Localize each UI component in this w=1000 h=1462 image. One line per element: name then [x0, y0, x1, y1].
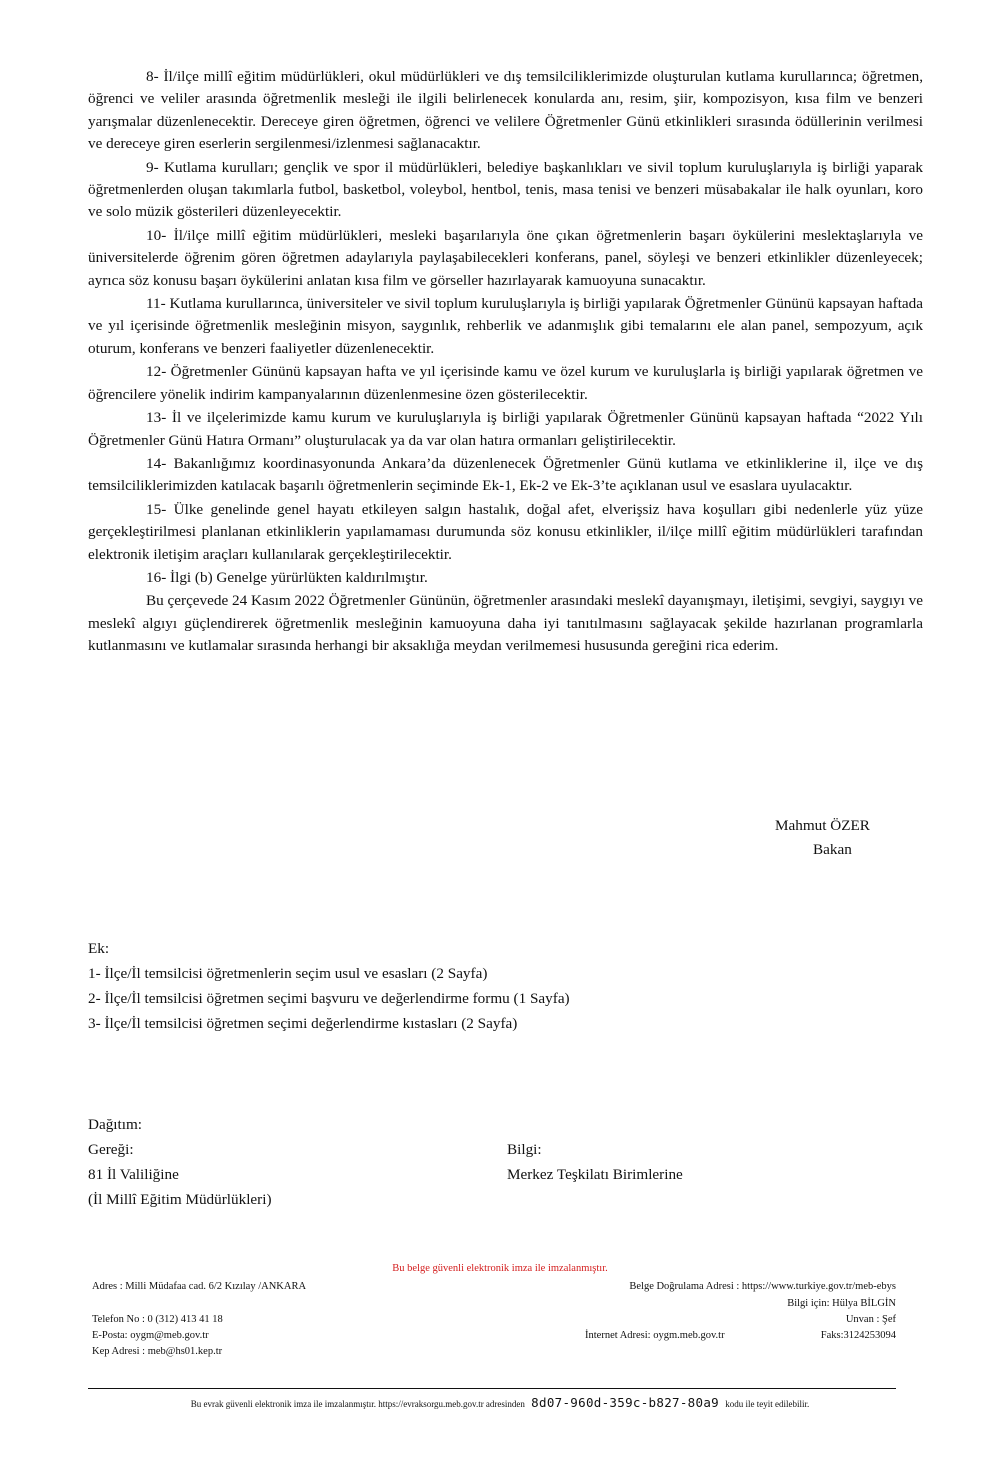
footer-phone: Telefon No : 0 (312) 413 41 18 [92, 1314, 223, 1325]
footer-divider [88, 1388, 896, 1389]
paragraph-11: 11- Kutlama kurullarınca, üniversiteler ve sivil toplum kuruluşlarıyla iş birliği yapılarak Öğretmenler Gününü kapsayan haftada ve yıl içerisinde öğretmenlik mesleğinin misyon, saygınlık, rehberlik ve adanmışlık gibi temalarını ele alan panel, sempozyum, açık oturum, konferans ve benzeri faaliyetler düzenlenecektir. [88, 295, 923, 357]
attachment-item: 1- İlçe/İl temsilcisi öğretmenlerin seçim usul ve esasları (2 Sayfa) [88, 965, 488, 982]
info-heading: Bilgi: [507, 1141, 542, 1158]
verification-line [0, 1395, 1000, 1410]
paragraph-9: 9- Kutlama kurulları; gençlik ve spor il müdürlükleri, belediye başkanlıkları ve sivil toplum kuruluşlarıyla iş birliği yaparak öğretmenlerden oluşan takımlarla futbol, basketbol, voleybol, hentbol, tenis, masa tenisi ve benzeri müsabakalar ile halk oyunları, koro ve solo müzik gösterileri düzenleyecektir. [88, 158, 923, 221]
action-recipient: 81 İl Valiliğine [88, 1166, 179, 1183]
action-heading: Gereği: [88, 1141, 134, 1158]
closing-paragraph: Bu çerçevede 24 Kasım 2022 Öğretmenler Gününün, öğretmenler arasındaki meslekî dayanışmayı, iletişimi, sevgiyi, saygıyı ve meslekî algıyı güçlendirerek öğretmenlik mesleğinin kamuoyuna daha iyi tanıtılmasını sağlayacak şekilde hazırlanan programlarla kutlanmasını ve kutlamalar sırasında herhangi bir aksaklığa meydan verilmemesi hususunda gereğini rica ederim. [88, 592, 923, 655]
paragraph-14: 14- Bakanlığımız koordinasyonunda Ankara’da düzenlenecek Öğretmenler Günü kutlama ve etkinliklerine il, ilçe ve dış temsilciliklerimizden katılacak başarılı öğretmenlerin seçiminde Ek-1, Ek-2 ve Ek-3’te açıklanan usul ve esaslara uyulacaktır. [88, 454, 923, 495]
info-recipient: Merkez Teşkilatı Birimlerine [507, 1166, 683, 1183]
distribution-heading: Dağıtım: [88, 1116, 142, 1133]
verification-suffix: kodu ile teyit edilebilir. [725, 1399, 810, 1409]
signatory-name: Mahmut ÖZER [775, 817, 870, 834]
footer-info-contact: Bilgi için: Hülya BİLGİN [787, 1298, 896, 1309]
footer-internet: İnternet Adresi: oygm.meb.gov.tr [585, 1330, 725, 1341]
action-recipient: (İl Millî Eğitim Müdürlükleri) [88, 1191, 272, 1208]
attachments-heading: Ek: [88, 940, 110, 957]
footer-verify-address: Belge Doğrulama Adresi : https://www.turkiye.gov.tr/meb-ebys [629, 1281, 896, 1292]
paragraph-16: 16- İlgi (b) Genelge yürürlükten kaldırılmıştır. [146, 568, 428, 586]
footer-kep: Kep Adresi : meb@hs01.kep.tr [92, 1346, 223, 1357]
esign-notice: Bu belge güvenli elektronik imza ile imzalanmıştır. [392, 1263, 608, 1274]
attachment-item: 2- İlçe/İl temsilcisi öğretmen seçimi başvuru ve değerlendirme formu (1 Sayfa) [88, 990, 570, 1007]
paragraph-10: 10- İl/ilçe millî eğitim müdürlükleri, mesleki başarılarıyla öne çıkan öğretmenlerin başarı öykülerini meslektaşlarıyla ve üniversitelerde öğrenim gören öğretmen adaylarıyla paylaşabilecekleri konferans, panel, söyleşi ve benzeri etkinlikler düzenleyecek; ayrıca söz konusu başarı öykülerini anlatan kısa film ve görseller hazırlayarak kamuoyuna sunacaktır. [88, 226, 923, 289]
letter-body [88, 66, 923, 659]
paragraph-12: 12- Öğretmenler Gününü kapsayan hafta ve yıl içerisinde kamu ve özel kurum ve kuruluşlarla iş birliği yapılarak öğretmen ve öğrencilere yönelik indirim kampanyalarının düzenlenmesine özen gösterilecektir. [88, 363, 923, 403]
distribution-info [507, 1137, 683, 1187]
verification-prefix: Bu evrak güvenli elektronik imza ile imzalanmıştır. https://evraksorgu.meb.gov.tr adresinden [190, 1399, 525, 1409]
verification-code: 8d07-960d-359c-b827-80a9 [531, 1395, 719, 1410]
attachments-list [88, 936, 570, 1036]
footer-address: Adres : Milli Müdafaa cad. 6/2 Kızılay /ANKARA [92, 1281, 307, 1292]
paragraph-15: 15- Ülke genelinde genel hayatı etkileyen salgın hastalık, doğal afet, elverişsiz hava koşulları gibi nedenlerle yüz yüze gerçekleştirilmesi planlanan etkinliklerin yapılamaması durumunda söz konusu etkinlikler, il/ilçe millî eğitim müdürlükleri tarafından elektronik iletişim araçları kullanılarak gerçekleştirilecektir. [88, 500, 923, 563]
distribution-action [88, 1112, 272, 1212]
footer-position: Unvan : Şef [845, 1314, 896, 1325]
footer-fax: Faks:3124253094 [820, 1330, 896, 1341]
footer-email: E-Posta: oygm@meb.gov.tr [92, 1330, 209, 1341]
paragraph-8: 8- İl/ilçe millî eğitim müdürlükleri, okul müdürlükleri ve dış temsilciliklerimizde oluşturulan kutlama kurullarınca; öğretmen, öğrenci ve veliler arasında öğretmenlik mesleği ile ilgili belirlenecek konularda anı, resim, şiir, kompozisyon, kısa film ve benzeri yarışmalar düzenlenecektir. Dereceye giren öğretmen, öğrenci ve velilere Öğretmenler Günü etkinlikleri sırasında ödüllerinin verilmesi ve dereceye giren eserlerin sergilenmesi/izlenmesi sağlanacaktır. [88, 68, 923, 153]
signatory-title: Bakan [813, 841, 852, 858]
attachment-item: 3- İlçe/İl temsilcisi öğretmen seçimi değerlendirme kıstasları (2 Sayfa) [88, 1015, 518, 1032]
paragraph-13: 13- İl ve ilçelerimizde kamu kurum ve kuruluşlarıyla iş birliği yapılarak Öğretmenler Gününü kapsayan haftada “2022 Yılı Öğretmenler Günü Hatıra Ormanı” oluşturulacak ya da var olan hatıra ormanları geliştirilecektir. [88, 409, 923, 449]
